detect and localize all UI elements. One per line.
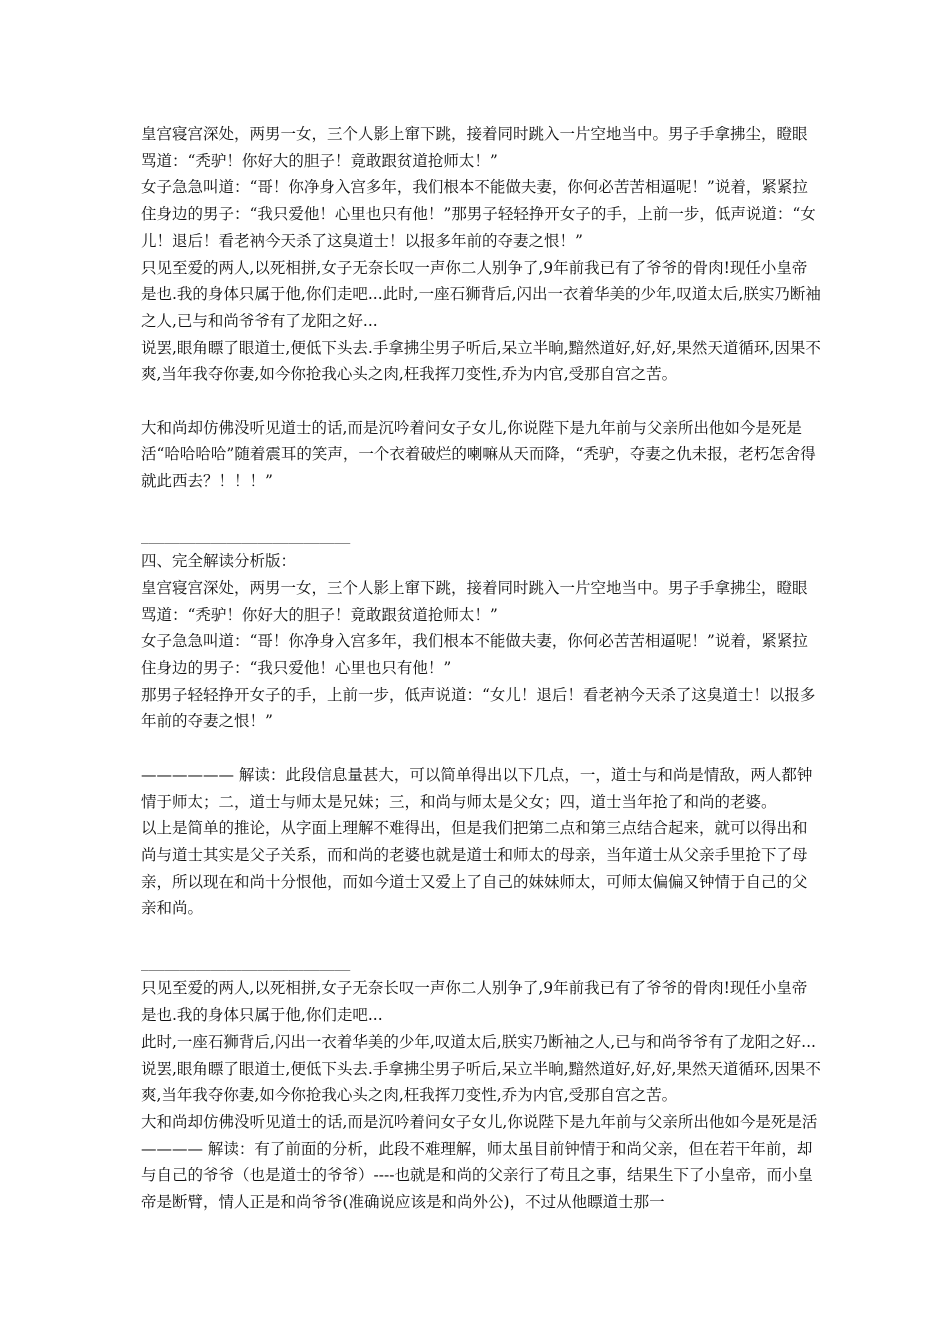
paragraph-8: 那男子轻轻挣开女子的手，上前一步，低声说道：“女儿！退后！看老衲今天杀了这臭道士！以报多年前的夺妻之恨！” [141,685,816,731]
blank-line [141,495,821,522]
section-divider: ___________________________ [141,952,351,971]
section-heading: 四、完全解读分析版： [141,552,297,571]
analysis-3: ———— 解读：有了前面的分析，此段不难理解，师太虽目前钟情于和尚父亲，但在若干年前，却与自己的爷爷（也是道士的爷爷）----也就是和尚的父亲行了苟且之事，结果生下了小皇帝，而小皇帝是断臂，情人正是和尚爷爷(准确说应该是和尚外公)，不过从他瞟道士那一 [141,1139,813,1212]
document-body [141,121,821,1216]
paragraph-1: 皇宫寝宫深处，两男一女，三个人影上窜下跳，接着同时跳入一片空地当中。男子手拿拂尘，瞪眼骂道：“秃驴！你好大的胆子！竟敢跟贫道抢师太！” [141,125,808,170]
blank-line [141,735,821,762]
paragraph-9: 只见至爱的两人,以死相拼,女子无奈长叹一声你二人别争了,9年前我已有了爷爷的骨肉!现任小皇帝是也.我的身体只属于他,你们走吧... [141,979,808,1025]
paragraph-7: 女子急急叫道：“哥！你净身入宫多年，我们根本不能做夫妻，你何必苦苦相逼呢！”说着，紧紧拉住身边的男子：“我只爱他！心里也只有他！” [141,632,808,678]
paragraph-6: 皇宫寝宫深处，两男一女，三个人影上窜下跳，接着同时跳入一片空地当中。男子手拿拂尘，瞪眼骂道：“秃驴！你好大的胆子！竟敢跟贫道抢师太！” [141,578,808,624]
paragraph-4: 说罢,眼角瞟了眼道士,便低下头去.手拿拂尘男子听后,呆立半晌,黯然道好,好,好,果然天道循环,因果不爽,当年我夺你妻,如今你抢我心头之肉,枉我挥刀变性,乔为内官,受那自宫之苦。 [141,338,821,384]
paragraph-3: 只见至爱的两人,以死相拼,女子无奈长叹一声你二人别争了,9年前我已有了爷爷的骨肉!现任小皇帝是也.我的身体只属于他,你们走吧...此时,一座石狮背后,闪出一衣着华美的少年,叹道太后,朕实乃断袖之人,已与和尚爷爷有了龙阳之好... [141,258,821,330]
blank-line [141,922,821,949]
paragraph-2: 女子急急叫道：“哥！你净身入宫多年，我们根本不能做夫妻，你何必苦苦相逼呢！”说着，紧紧拉住身边的男子：“我只爱他！心里也只有他！”那男子轻轻挣开女子的手，上前一步，低声说道：“女儿！退后！看老衲今天杀了这臭道士！以报多年前的夺妻之恨！” [141,178,816,250]
paragraph-12: 大和尚却仿佛没听见道士的话,而是沉吟着问女子女儿,你说陛下是九年前与父亲所出他如今是死是活 [141,1112,818,1131]
section-divider: ___________________________ [141,525,351,544]
analysis-1: —————— 解读：此段信息量甚大，可以简单得出以下几点，一，道士与和尚是情敌，两人都钟情于师太；二，道士与师太是兄妹；三，和尚与师太是父女；四，道士当年抢了和尚的老婆。 [141,765,813,811]
paragraph-11: 说罢,眼角瞟了眼道士,便低下头去.手拿拂尘男子听后,呆立半晌,黯然道好,好,好,果然天道循环,因果不爽,当年我夺你妻,如今你抢我心头之肉,枉我挥刀变性,乔为内官,受那自宫之苦。 [141,1059,821,1105]
analysis-2: 以上是简单的推论，从字面上理解不难得出，但是我们把第二点和第三点结合起来，就可以得出和尚与道士其实是父子关系，而和尚的老婆也就是道士和师太的母亲，当年道士从父亲手里抢下了母亲，所以现在和尚十分恨他，而如今道士又爱上了自己的妹妹师太，可师太偏偏又钟情于自己的父亲和尚。 [141,819,808,918]
blank-line [141,388,821,415]
paragraph-5: 大和尚却仿佛没听见道士的话,而是沉吟着问女子女儿,你说陛下是九年前与父亲所出他如今是死是活“哈哈哈哈”随着震耳的笑声，一个衣着破烂的喇嘛从天而降，“秃驴，夺妻之仇未报，老朽怎舍得就此西去？！！！” [141,418,816,491]
paragraph-10: 此时,一座石狮背后,闪出一衣着华美的少年,叹道太后,朕实乃断袖之人,已与和尚爷爷有了龙阳之好... [141,1032,816,1051]
